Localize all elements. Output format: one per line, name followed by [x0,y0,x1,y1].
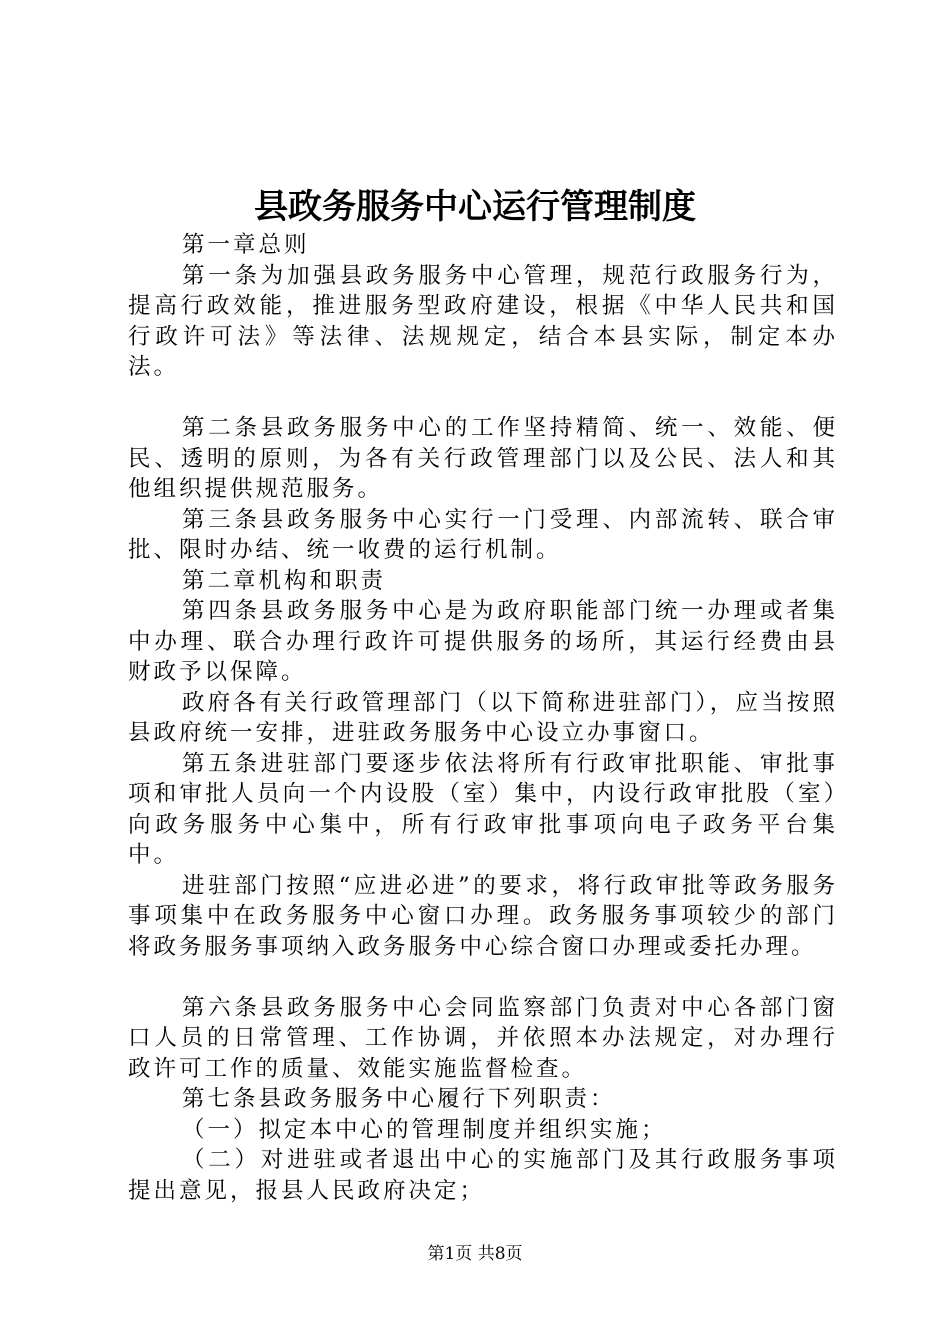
document-title: 县政务服务中心运行管理制度 [254,187,696,227]
list-item: （一）拟定本中心的管理制度并组织实施； [182,1116,667,1143]
article-paragraph: 第六条县政务服务中心会同监察部门负责对中心各部门窗口人员的日常管理、工作协调，并依照本办法规定，对办理行政许可工作的质量、效能实施监督检查。 [128,994,838,1082]
article-paragraph: 第四条县政务服务中心是为政府职能部门统一办理或者集中办理、联合办理行政许可提供服务的场所，其运行经费由县财政予以保障。 [128,598,838,685]
article-paragraph: 进驻部门按照“应进必进”的要求，将行政审批等政务服务事项集中在政务服务中心窗口办理。政务服务事项较少的部门将政务服务事项纳入政务服务中心综合窗口办理或委托办理。 [128,872,838,960]
document-body [128,230,838,1206]
chapter-heading: 第二章机构和职责 [182,567,387,594]
article-paragraph: 第七条县政务服务中心履行下列职责： [182,1086,616,1112]
article-paragraph: 政府各有关行政管理部门（以下简称进驻部门），应当按照县政府统一安排，进驻政务服务中心设立办事窗口。 [128,689,838,746]
article-paragraph: 第二条县政务服务中心的工作坚持精简、统一、效能、便民、透明的原则，为各有关行政管理部门以及公民、法人和其他组织提供规范服务。 [128,415,838,502]
article-paragraph: 第三条县政务服务中心实行一门受理、内部流转、联合审批、限时办结、统一收费的运行机制。 [128,506,838,563]
chapter-heading: 第一章总则 [182,232,310,258]
list-item: （二）对进驻或者退出中心的实施部门及其行政服务事项提出意见，报县人民政府决定； [128,1147,838,1204]
page-number-footer: 第1页 共8页 [427,1244,523,1264]
article-paragraph: 第一条为加强县政务服务中心管理，规范行政服务行为，提高行政效能，推进服务型政府建设，根据《中华人民共和国行政许可法》等法律、法规规定，结合本县实际，制定本办法。 [128,262,838,380]
article-paragraph: 第五条进驻部门要逐步依法将所有行政审批职能、审批事项和审批人员向一个内设股（室）集中，内设行政审批股（室）向政务服务中心集中，所有行政审批事项向电子政务平台集中。 [128,750,838,868]
